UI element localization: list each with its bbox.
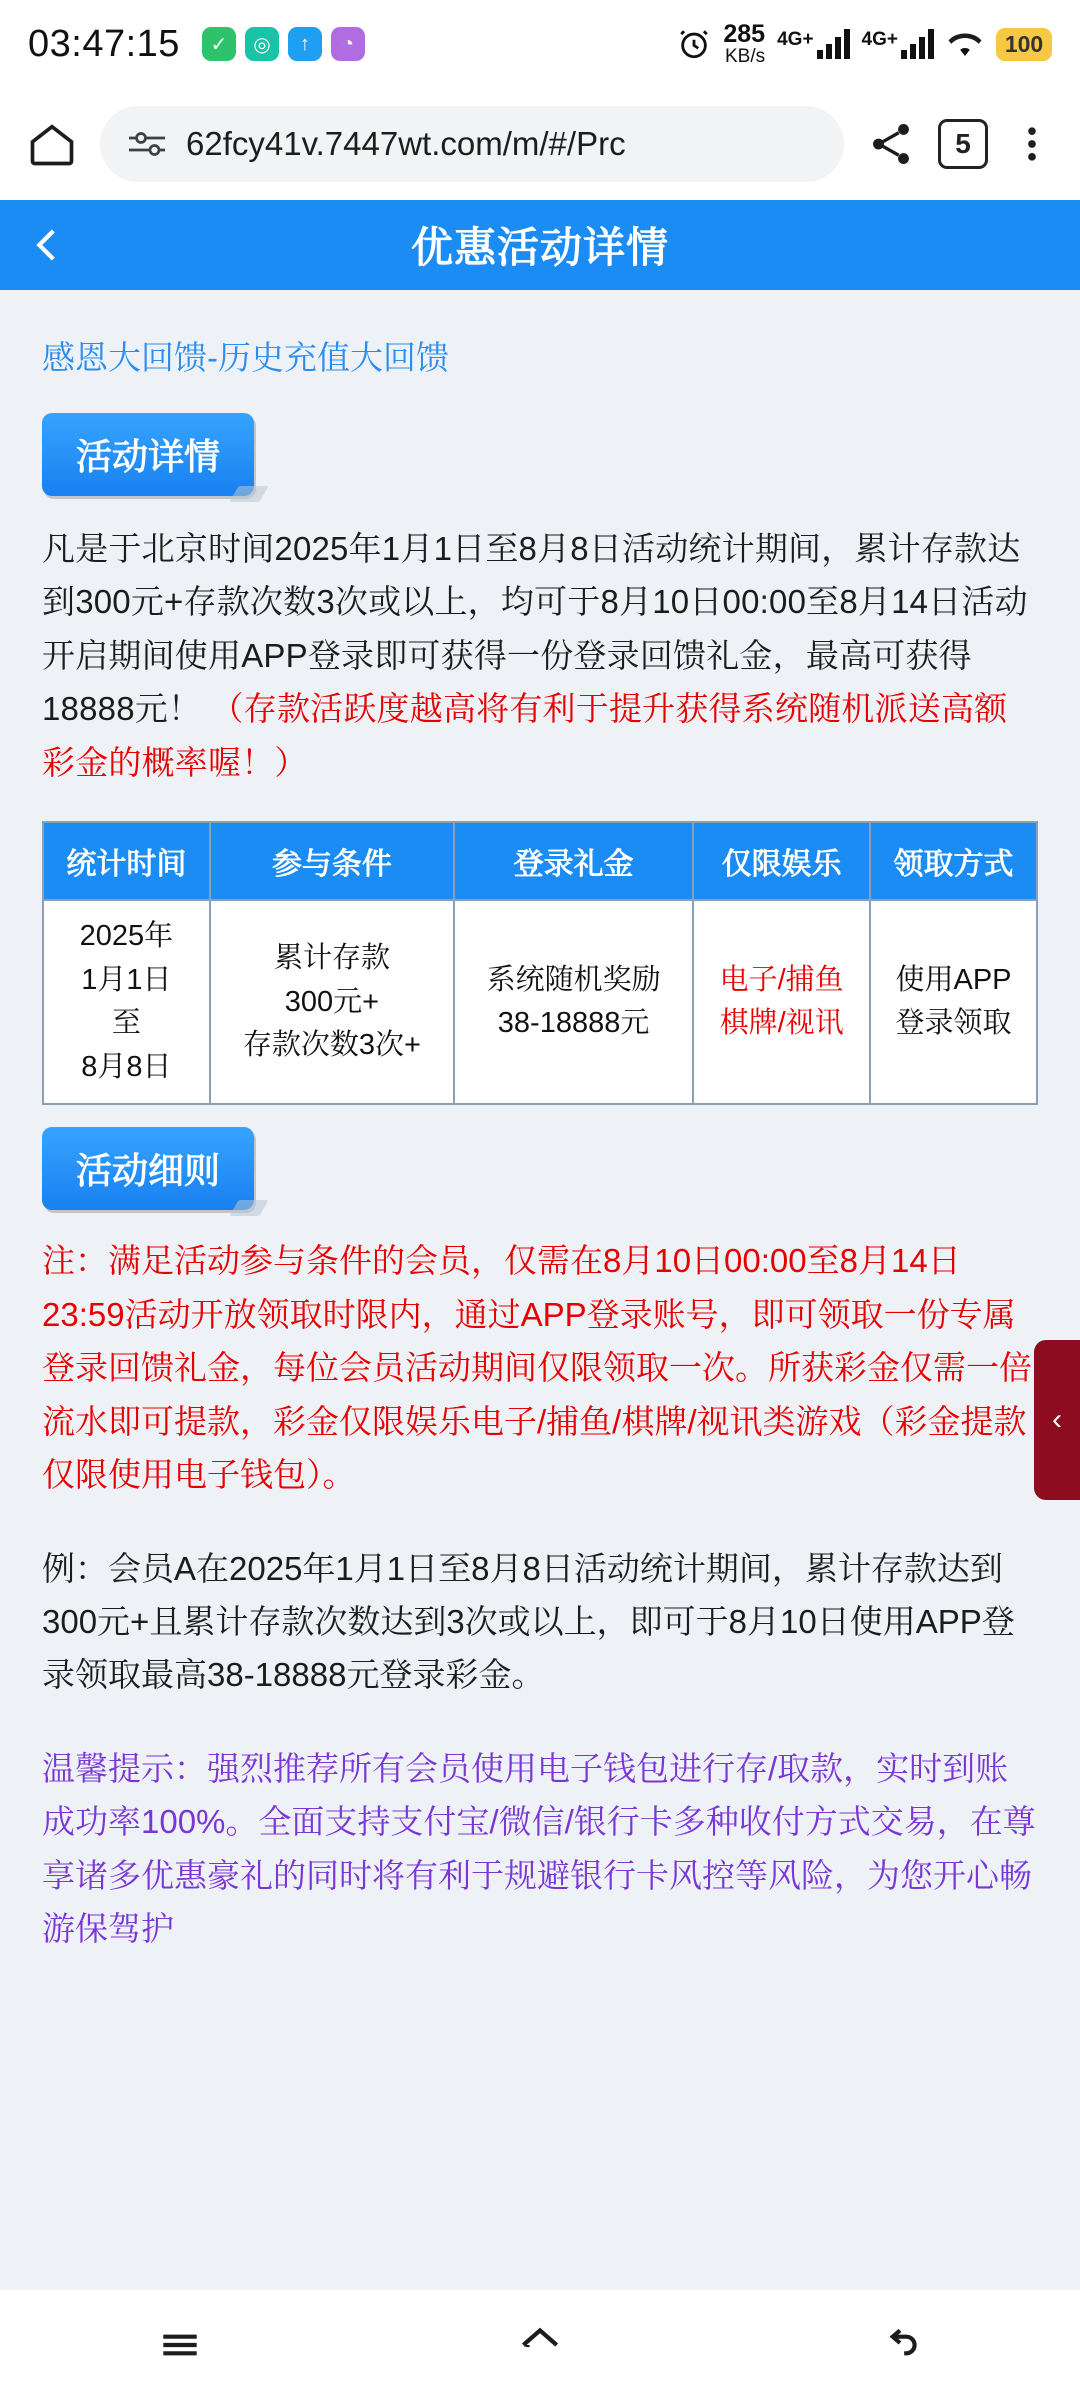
url-text: 62fcy41v.7447wt.com/m/#/Prc bbox=[186, 125, 626, 162]
url-bar[interactable] bbox=[100, 106, 844, 182]
cell-method-line2: 登录领取 bbox=[895, 1007, 1012, 1040]
system-nav-bar bbox=[0, 2290, 1080, 2400]
cell-method bbox=[870, 900, 1037, 1104]
cell-time-line3: 至 bbox=[111, 1007, 141, 1040]
alarm-icon bbox=[677, 27, 711, 61]
sim1-label: 4G+ bbox=[777, 29, 814, 50]
status-bar bbox=[0, 0, 1080, 88]
details-paragraph-red: （存款活跃度越高将有利于提升获得系统随机派送高额彩金的概率喔！） bbox=[42, 690, 1008, 781]
home-icon[interactable] bbox=[26, 118, 78, 170]
back-icon[interactable] bbox=[800, 2290, 1000, 2400]
floating-side-panel-toggle[interactable] bbox=[1034, 1340, 1080, 1500]
rules-example: 例：会员A在2025年1月1日至8月8日活动统计期间，累计存款达到300元+且累计存款次数达到3次或以上，即可于8月10日使用APP登录领取最高38-18888元登录彩金。 bbox=[42, 1549, 1015, 1694]
cell-games-line1: 电子/捕鱼 bbox=[719, 963, 844, 996]
network-speed-unit: KB/s bbox=[724, 46, 766, 68]
more-vertical-icon[interactable] bbox=[1010, 122, 1054, 166]
table-header-row bbox=[43, 822, 1037, 900]
cell-games bbox=[693, 900, 870, 1104]
cell-gift-line1: 系统随机奖励 bbox=[486, 963, 661, 996]
section-heading-rules: 活动细则 bbox=[42, 1127, 254, 1210]
cell-time-line1: 2025年 bbox=[79, 920, 174, 953]
browser-toolbar bbox=[0, 88, 1080, 200]
cell-time-line2: 1月1日 bbox=[81, 963, 172, 996]
upload-app-icon: ↑ bbox=[288, 27, 322, 61]
breadcrumb[interactable]: 感恩大回馈-历史充值大回馈 bbox=[42, 339, 449, 376]
promotion-table bbox=[42, 821, 1038, 1105]
cell-gift-line2: 38-18888元 bbox=[497, 1007, 650, 1040]
details-paragraph bbox=[24, 514, 1056, 799]
cell-method-line1: 使用APP bbox=[895, 963, 1012, 996]
sim2-signal bbox=[862, 29, 934, 59]
cell-time bbox=[43, 900, 210, 1104]
app-header bbox=[0, 200, 1080, 290]
promotion-page bbox=[0, 290, 1080, 2290]
table-header-method: 领取方式 bbox=[870, 822, 1037, 900]
teal-app-icon: ◎ bbox=[245, 27, 279, 61]
cell-condition-line1: 累计存款 bbox=[273, 942, 390, 975]
table-header-gift: 登录礼金 bbox=[454, 822, 693, 900]
recents-icon[interactable] bbox=[80, 2290, 280, 2400]
wifi-icon bbox=[946, 29, 984, 59]
status-right-group bbox=[677, 21, 1052, 67]
network-speed bbox=[723, 21, 765, 67]
status-clock: 03:47:15 bbox=[28, 22, 180, 65]
section-heading-details: 活动详情 bbox=[42, 413, 254, 496]
sim2-label: 4G+ bbox=[861, 29, 898, 50]
rules-note: 注：满足活动参与条件的会员，仅需在8月10日00:00至8月14日23:59活动开放领取时限内，通过APP登录账号，即可领取一份专属登录回馈礼金，每位会员活动期间仅限领取一次。所获彩金仅需一倍流水即可提款，彩金仅限娱乐电子/捕鱼/棋牌/视讯类游戏（彩金提款仅限使用电子钱包）。 bbox=[42, 1242, 1032, 1494]
site-settings-icon[interactable] bbox=[126, 129, 168, 159]
rules-tips: 温馨提示：强烈推荐所有会员使用电子钱包进行存/取款，实时到账成功率100%。全面支持支付宝/微信/银行卡多种收付方式交易，在尊享诸多优惠豪礼的同时将有利于规避银行卡风控等风险，为您开心畅游保驾护 bbox=[42, 1749, 1036, 1948]
cell-condition-line3: 存款次数3次+ bbox=[242, 1029, 421, 1062]
home-icon[interactable] bbox=[440, 2290, 640, 2400]
cell-time-line4: 8月8日 bbox=[81, 1050, 172, 1083]
cell-condition bbox=[210, 900, 454, 1104]
share-icon[interactable] bbox=[866, 119, 916, 169]
promotion-content bbox=[24, 290, 1056, 1962]
table-header-condition: 参与条件 bbox=[210, 822, 454, 900]
network-speed-value: 285 bbox=[723, 19, 766, 48]
table-row bbox=[43, 900, 1037, 1104]
sim1-signal bbox=[777, 29, 849, 59]
battery-indicator: 100 bbox=[996, 28, 1052, 61]
table-header-games: 仅限娱乐 bbox=[693, 822, 870, 900]
details-paragraph-black: 凡是于北京时间2025年1月1日至8月8日活动统计期间，累计存款达到300元+存款次数3次或以上，均可于8月10日00:00至8月14日活动开启期间使用APP登录即可获得一份登录回馈礼金，最高可获得18888元！ bbox=[42, 530, 1028, 728]
cell-gift bbox=[454, 900, 693, 1104]
tab-count-button[interactable]: 5 bbox=[938, 119, 988, 169]
clock-app-icon: ◔ bbox=[331, 27, 365, 61]
page-title: 优惠活动详情 bbox=[410, 224, 669, 271]
signal-bars-icon bbox=[901, 29, 934, 59]
table-header-time: 统计时间 bbox=[43, 822, 210, 900]
cell-condition-line2: 300元+ bbox=[284, 985, 380, 1018]
cell-games-line2: 棋牌/视讯 bbox=[719, 1007, 844, 1040]
check-app-icon: ✓ bbox=[202, 27, 236, 61]
status-notification-icons bbox=[202, 27, 365, 61]
chevron-left-icon: ‹ bbox=[1052, 1403, 1062, 1436]
signal-bars-icon bbox=[817, 29, 850, 59]
